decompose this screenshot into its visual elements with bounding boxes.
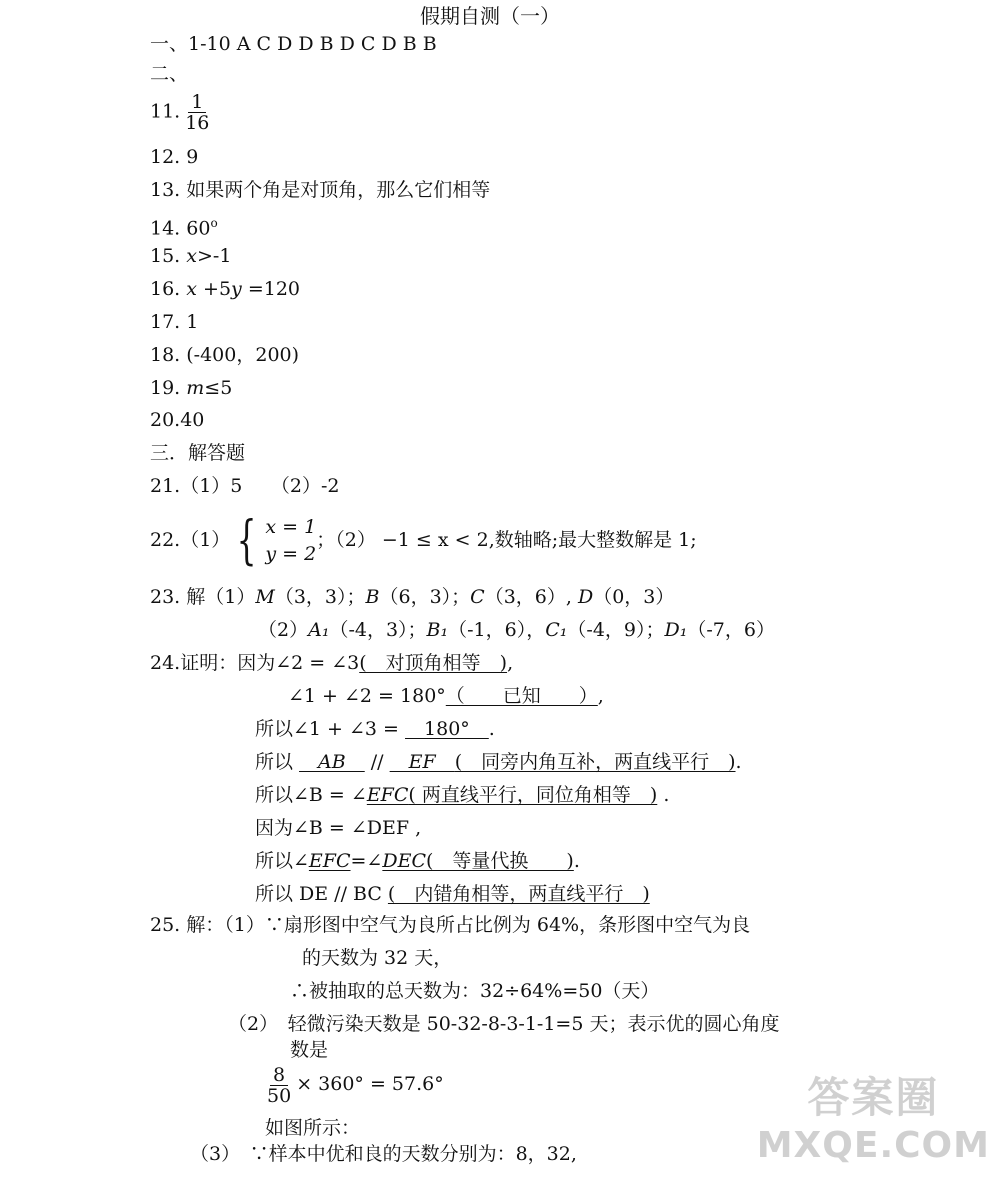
q25-line7: 如图所示：	[265, 1117, 361, 1139]
q21: 21.（1）5 （2）-2	[150, 475, 340, 497]
q23-line1: 23. 解（1）M（3，3）；B（6，3）；C（3，6）, D（0，3）	[150, 586, 675, 608]
q24-line4: 所以 AB // EF ( 同旁内角互补，两直线平行 ).	[255, 751, 742, 773]
q25-fraction: $\frac{8}{50}$	[267, 1063, 292, 1107]
q20: 20.40	[150, 409, 205, 431]
q23-line2: （2）A₁（-4，3）；B₁（-1，6），C₁（-4，9）；D₁（-7，6）	[258, 619, 775, 641]
q19: 19. m≤5	[150, 377, 233, 399]
section-1-answers: 一、1-10 A C D D B D C D B B	[150, 33, 437, 55]
watermark-logo: 答案圈 MXQE.COM	[756, 1073, 990, 1166]
q25-line3: ∴被抽取的总天数为：32÷64%=50（天）	[290, 980, 660, 1002]
q24-line8: 所以 DE // BC ( 内错角相等，两直线平行 )	[255, 883, 650, 905]
q25-line8: （3） ∵样本中优和良的天数分别为：8，32,	[190, 1143, 577, 1165]
q24-line6: 因为∠B = ∠DEF ,	[255, 817, 422, 839]
q25-line2: 的天数为 32 天，	[302, 947, 453, 969]
q24-line7: 所以∠EFC=∠DEC( 等量代换 ).	[255, 850, 580, 872]
q24-line3: 所以∠1 + ∠3 = 180° .	[255, 718, 495, 740]
q25-formula: $\frac{8}{50}$ × 360° = 57.6°	[262, 1060, 444, 1108]
q12: 12. 9	[150, 146, 199, 168]
q11: 11. $\frac{1}{16}$	[150, 92, 214, 133]
q24-line5: 所以∠B = ∠EFC( 两直线平行，同位角相等 ) .	[255, 784, 670, 806]
q24-line1: 24.证明：因为∠2 = ∠3( 对顶角相等 ),	[150, 652, 514, 674]
q25-line1: 25. 解：（1）∵扇形图中空气为良所占比例为 64%，条形图中空气为良	[150, 914, 751, 936]
page-title: 假期自测（一）	[420, 4, 560, 28]
q17: 17. 1	[150, 311, 199, 333]
q14: 14. 60$^o$	[150, 216, 218, 240]
q25-line5: 数是	[290, 1039, 329, 1061]
q11-fraction: $\frac{1}{16}$	[185, 91, 210, 134]
q16: 16. x +5y =120	[150, 278, 301, 300]
q25-line4: （2） 轻微污染天数是 50-32-8-3-1-1=5 天；表示优的圆心角度	[228, 1013, 780, 1035]
section-2-heading: 二、	[150, 63, 189, 85]
q22-equation-system: { x = 1 y = 2	[236, 511, 317, 571]
q22: 22.（1） { x = 1 y = 2 ；（2） −1 ≤ x < 2,数轴略;最大整数解是 1;	[150, 511, 697, 571]
q13: 13. 如果两个角是对顶角，那么它们相等	[150, 179, 491, 201]
section-3-heading: 三．解答题	[150, 442, 246, 464]
q15: 15. x>-1	[150, 245, 232, 267]
q18: 18. (-400，200)	[150, 344, 300, 366]
q24-line2: ∠1 + ∠2 = 180°（ 已知 ）,	[288, 685, 604, 707]
